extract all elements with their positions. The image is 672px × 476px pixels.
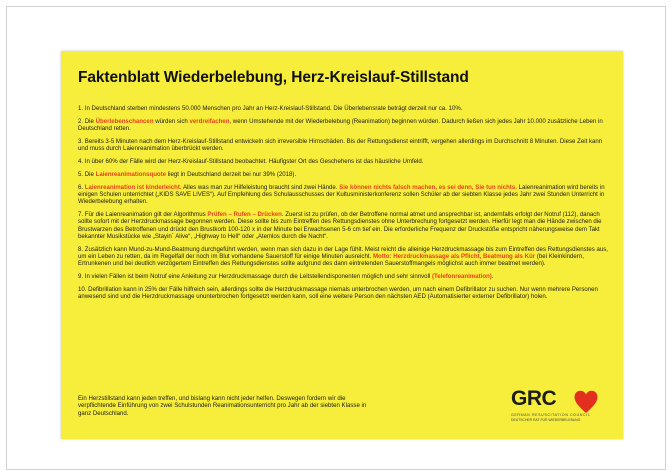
fact-item-9: 9. In vielen Fällen ist beim Notruf eine Anleitung zur Herzdruckmassage durch die Leitstellendisponenten möglich und sehr sinnvoll (Telefonreanimation).: [78, 273, 494, 280]
fact-item-5: 5. Die Laienreanimationsquote liegt in Deutschland derzeit bei nur 39% (2018).: [78, 170, 297, 178]
highlight-text: Prüfen – Rufen – Drücken: [207, 211, 282, 219]
fact-item-4: 4. In über 60% der Fälle wird der Herz-Kreislauf-Stillstand beobachtet. Häufigster Ort des Geschehens ist das häusliche Umfeld.: [78, 158, 424, 166]
fact-list: [78, 105, 608, 306]
fact-sheet: [61, 51, 623, 439]
page-title: Faktenblatt Wiederbelebung, Herz-Kreislauf-Stillstand: [78, 69, 469, 86]
logo-subtitle-de: DEUTSCHER RAT FÜR WIEDERBELEBUNG: [511, 418, 581, 422]
fact-item-2: 2. Die Überlebenschancen würden sich verdreifachen, wenn Umstehende mit der Wiederbelebung (Reanimation) beginnen würden. Dadurch ließen sich jedes Jahr 10.000 zusätzliche Leben in Deutschland retten.: [78, 117, 603, 133]
grc-logo: [511, 387, 609, 427]
footer-statement: Ein Herzstillstand kann jeden treffen, und bislang kann nicht jeder helfen. Deswegen fordern wir die verpflichtende Einführung von zwei Schulstunden Reanimationsunterricht pro Jahr ab der siebten Klasse in ganz Deutschland.: [78, 395, 367, 417]
fact-item-8: 8. Zusätzlich kann Mund-zu-Mund-Beatmung durchgeführt werden, wenn man sich dazu in der Lage fühlt. Meist reicht die alleinige Herzdruckmassage bis zum Eintreffen des Rettungsdienstes aus, um ein Leben zu retten, da im Regelfall der noch im Blut vorhandene Sauerstoff für einige Minuten ausreicht. Motto: Herzdruckmassage als Pflicht, Beatmung als Kür (bei Kleinkindern, Ertrunkenen und bei deutlich verzögertem Eintreffen des Rettungsdienstes sollte aufgrund des dann eintretenden Sauerstoffmangels möglichst auch immer beatmet werden).: [78, 245, 608, 268]
fact-item-1: 1. In Deutschland sterben mindestens 50.000 Menschen pro Jahr an Herz-Kreislauf-Stillstand. Die Überlebensrate beträgt derzeit nur ca. 10%.: [78, 105, 463, 112]
page-frame: [6, 6, 666, 470]
fact-item-10: 10. Defibrillation kann in 25% der Fälle hilfreich sein, allerdings sollte die Herzdruckmassage niemals unterbrochen werden, um nach einem Defibrillator zu suchen. Nur wenn mehrere Personen anwesend sind und die Herzdruckmassage ununterbrochen fortgesetzt werden kann, soll eine weitere Person den nächsten AED (Automatisierter externer Defibrillator) holen.: [78, 285, 598, 301]
highlight-text: Überlebenschancen: [95, 117, 154, 125]
logo-subtitle-en: GERMAN RESUSCITATION COUNCIL: [511, 413, 591, 417]
highlight-text: Laienreanimationsquote: [95, 170, 167, 178]
highlight-text: Motto: Herzdruckmassage als Pflicht, Beatmung als Kür: [372, 252, 536, 260]
highlight-text: Sie können nichts falsch machen, es sei denn, Sie tun nichts.: [339, 183, 517, 191]
fact-item-3: 3. Bereits 3-5 Minuten nach dem Herz-Kreislauf-Stillstand entwickeln sich irreversible Hirnschäden. Bis der Rettungsdienst eintrifft, vergehen allerdings im Durchschnitt 8 Minuten. Diese Zeit kann und muss durch Laienreanimation überbrückt werden.: [78, 137, 603, 153]
heart-icon: [573, 389, 599, 415]
highlight-text: verdreifachen: [189, 117, 230, 125]
highlight-text: (Telefonreanimation): [431, 273, 492, 280]
fact-item-6: 6. Laienreanimation ist kinderleicht. Alles was man zur Hilfeleistung braucht sind zwei Hände. Sie können nichts falsch machen, es sei denn, Sie tun nichts. Laienreanimation wird bereits in einigen Schulen unterrichtet („KIDS SAVE LIVES“). Auf Empfehlung des Schulausschusses der Kultusministerkonferenz sollen Schüler ab der siebten Klasse jedes Jahr zwei Stunden Unterricht in Wiederbelebung erhalten.: [78, 183, 605, 206]
logo-letters: GRC: [511, 387, 557, 410]
highlight-text: Laienreanimation ist kinderleicht.: [84, 183, 182, 191]
fact-item-7: 7. Für die Laienreanimation gilt der Algorithmus Prüfen – Rufen – Drücken. Zuerst ist zu prüfen, ob der Betroffene normal atmet und ansprechbar ist, andernfalls erfolgt der Notruf (112), danach sollte sofort mit der Herzdruckmassage begonnen werden. Diese sollte bis zum Eintreffen des Rettungsdienstes ohne Unterbrechung fortgesetzt werden. Hierfür legt man die Hände zwischen die Brustwarzen des Betroffenen und drückt den Brustkorb 100-120 x in der Minute bei Erwachsenen 5-6 cm tief ein. Die erforderliche Frequenz der Druckstöße entspricht näherungsweise dem Takt bekannter Musikstücke wie „Stayin´ Alive“, „Highway to Hell“ oder „Atemlos durch die Nacht“.: [78, 211, 602, 240]
